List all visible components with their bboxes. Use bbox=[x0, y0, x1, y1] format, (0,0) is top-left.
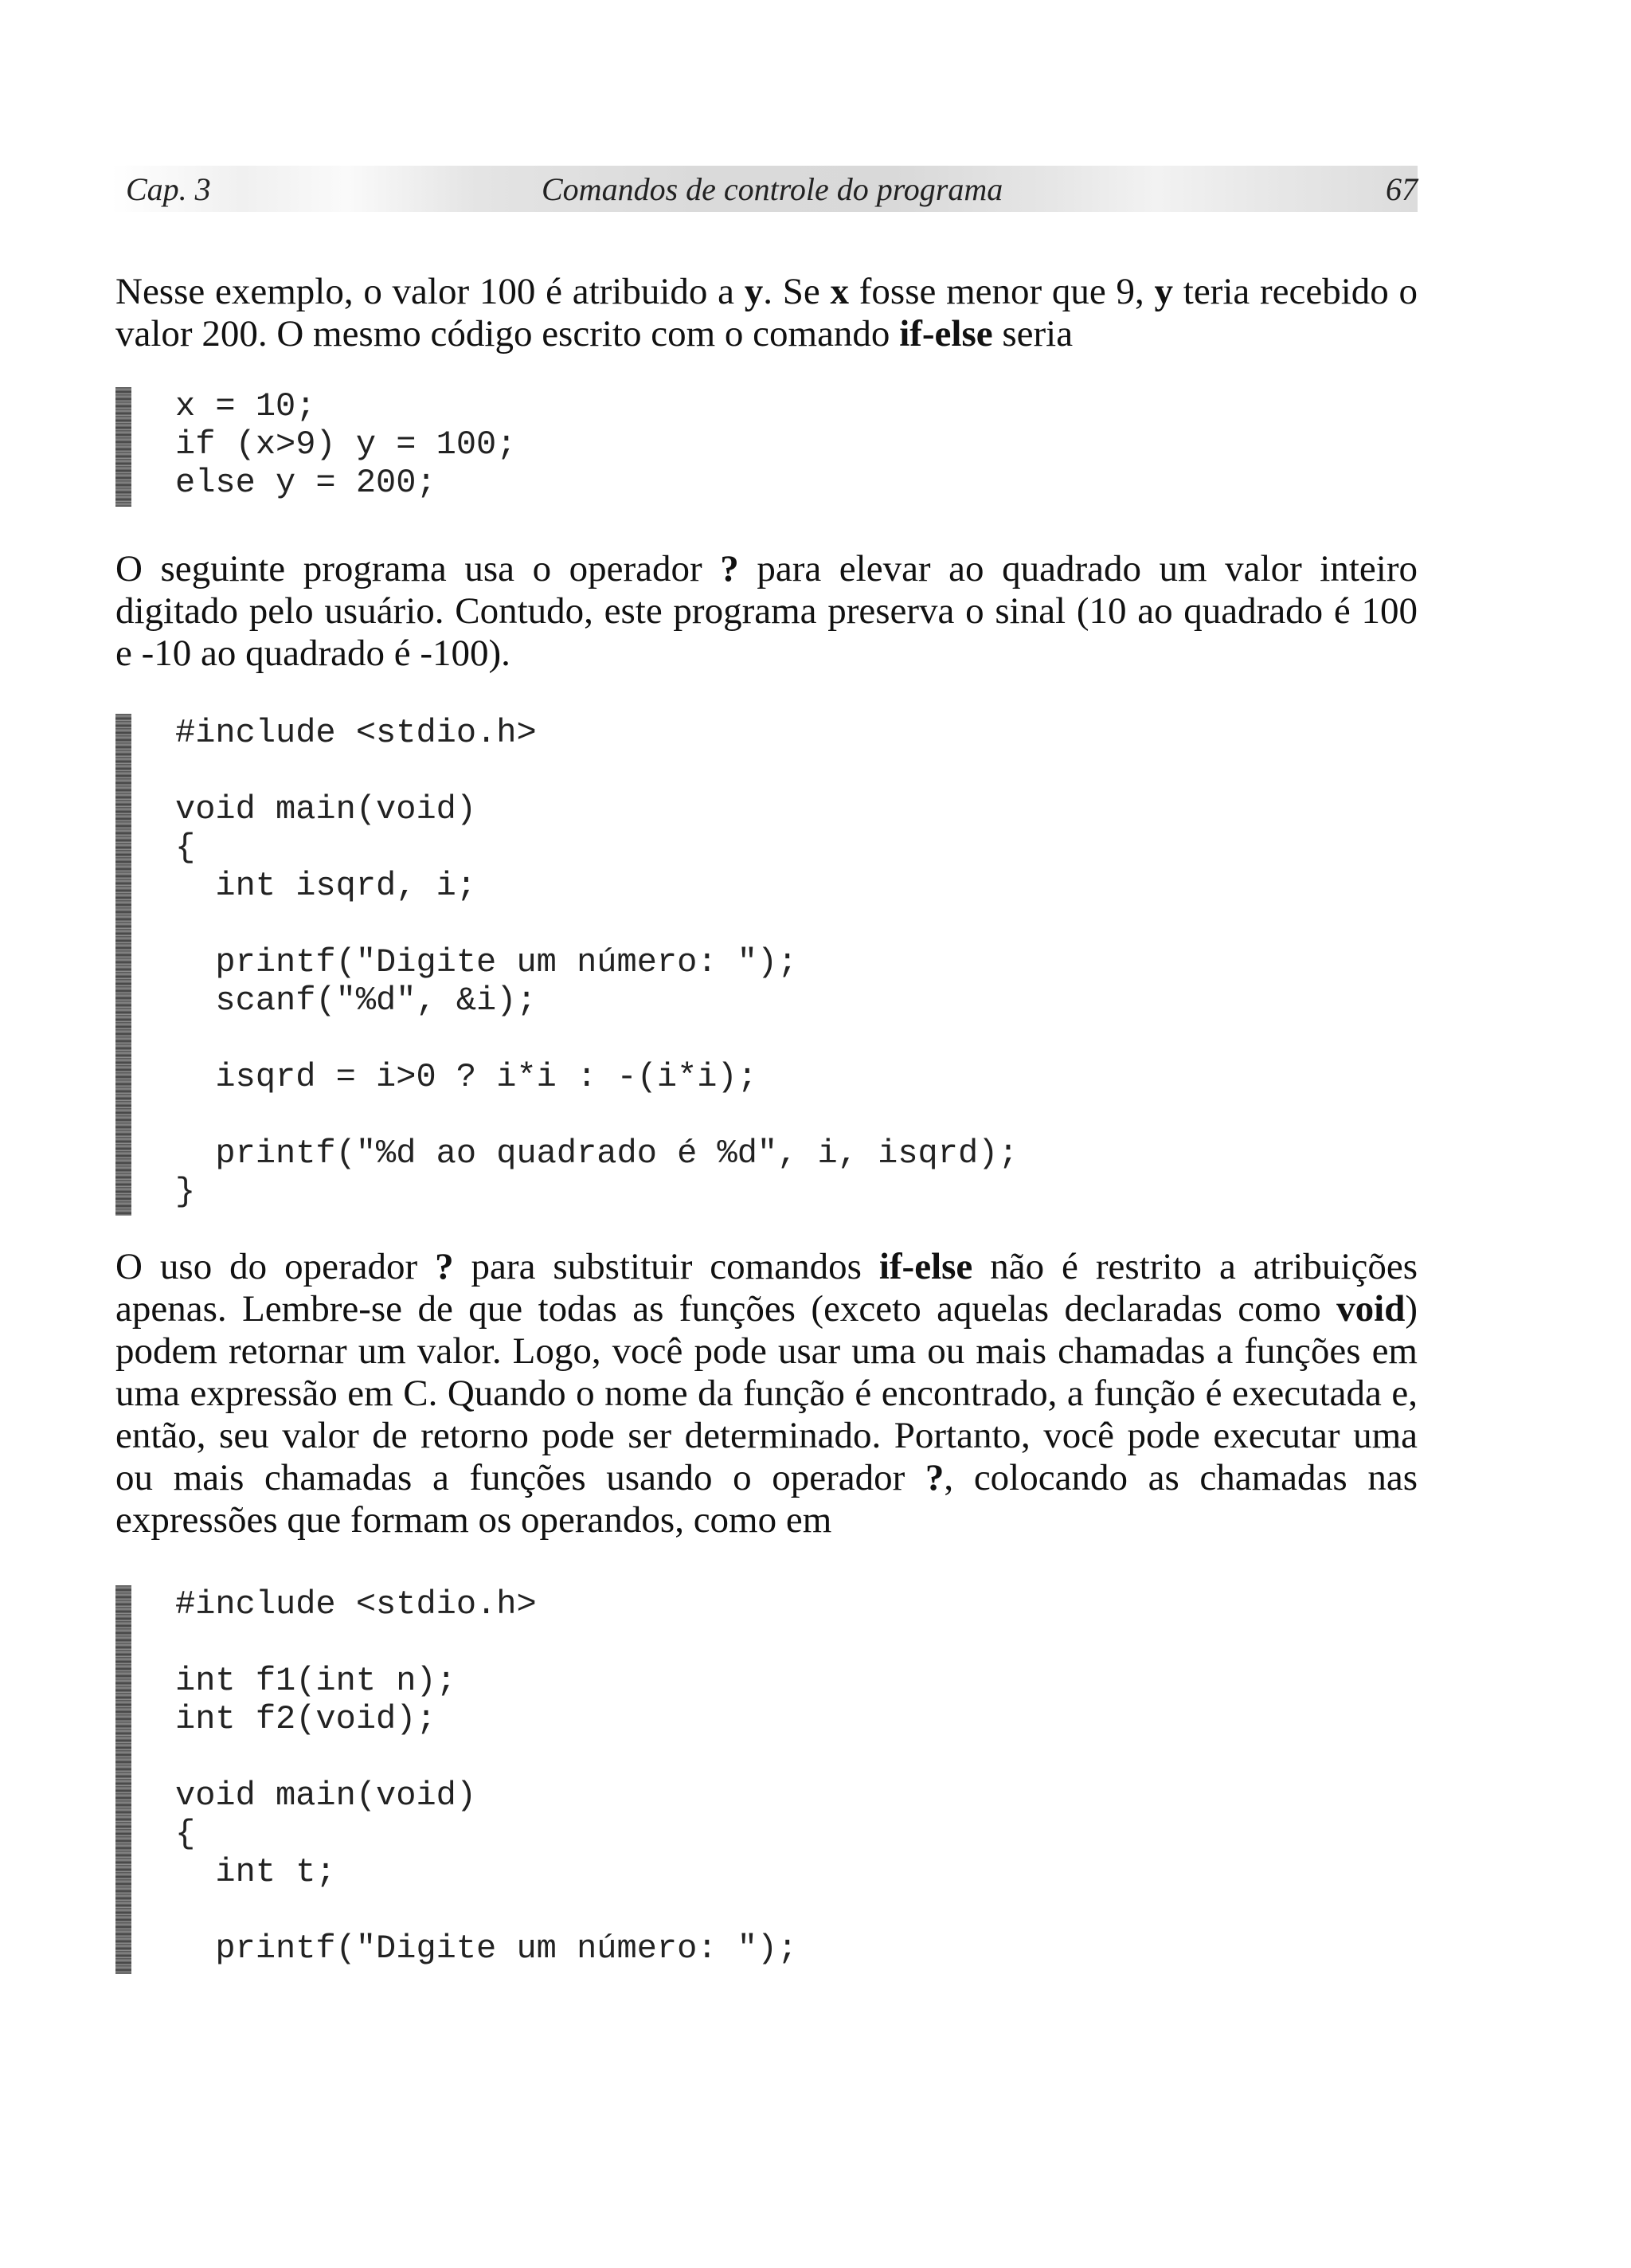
code-line: if (x>9) y = 100; bbox=[175, 425, 517, 464]
paragraph-2 bbox=[115, 548, 1418, 675]
text-run: , colocando as chamadas nas expressões que formam os operandos, como em bbox=[115, 1457, 1418, 1541]
code-line: int f2(void); bbox=[175, 1700, 436, 1738]
bold-term: void bbox=[1336, 1288, 1406, 1330]
code-line bbox=[175, 1624, 797, 1662]
code-line: x = 10; bbox=[175, 387, 316, 425]
chapter-title: Comandos de controle do programa bbox=[542, 171, 1003, 207]
code-line bbox=[175, 1020, 1019, 1058]
code-line bbox=[175, 1738, 797, 1776]
code-line: #include <stdio.h> bbox=[175, 1585, 537, 1624]
text-run: ) podem retornar um valor. Logo, você pode usar uma ou mais chamadas a funções em uma expressão em C. Quando o nome da função é encontrado, a função é executada e, então, seu valor de retorno pode ser determinado. Portanto, você pode executar uma ou mais chamadas a funções usando o operador bbox=[115, 1288, 1418, 1498]
code-line: printf("Digite um número: "); bbox=[175, 1929, 798, 1968]
code-line: else y = 200; bbox=[175, 464, 436, 502]
text-run: não é restrito a atribuições apenas. Lembre-se de que todas as funções (exceto aquelas declaradas como bbox=[115, 1246, 1418, 1330]
code-block-marker bbox=[115, 714, 131, 1216]
code-line: void main(void) bbox=[175, 1776, 477, 1815]
code-line: { bbox=[175, 828, 196, 867]
code-block-marker bbox=[115, 1585, 131, 1974]
code-line: #include <stdio.h> bbox=[175, 714, 537, 752]
bold-term: y bbox=[1154, 271, 1174, 312]
code-block-marker bbox=[115, 387, 131, 507]
text-run: O seguinte programa usa o operador bbox=[115, 548, 721, 590]
code-listing bbox=[175, 387, 516, 502]
text-run: para elevar ao quadrado um valor inteiro digitado pelo usuário. Contudo, este programa preserva o sinal (10 ao quadrado é 100 e -10 ao quadrado é -100). bbox=[115, 548, 1418, 674]
bold-term: y bbox=[744, 271, 764, 312]
code-line bbox=[175, 1096, 1019, 1134]
page-number: 67 bbox=[1386, 171, 1418, 207]
text-run: fosse menor que 9, bbox=[849, 271, 1155, 312]
text-run: O uso do operador bbox=[115, 1246, 436, 1287]
code-line: } bbox=[175, 1173, 196, 1211]
chapter-label: Cap. 3 bbox=[126, 171, 211, 207]
paragraph-3 bbox=[115, 1246, 1418, 1541]
code-listing bbox=[175, 1585, 797, 1968]
bold-term: ? bbox=[720, 548, 739, 590]
text-run: . Se bbox=[763, 271, 831, 312]
bold-term: ? bbox=[925, 1457, 945, 1498]
code-line bbox=[175, 1891, 797, 1929]
bold-term: if-else bbox=[878, 1246, 973, 1287]
code-block-1 bbox=[115, 387, 593, 507]
code-line bbox=[175, 905, 1019, 943]
text-run: teria recebido o valor 200. O mesmo código escrito com o comando bbox=[115, 271, 1418, 354]
code-block-3 bbox=[115, 1585, 832, 1974]
code-listing bbox=[175, 714, 1019, 1211]
bold-term: if-else bbox=[899, 313, 993, 354]
text-run: para substituir comandos bbox=[453, 1246, 879, 1287]
code-line: int f1(int n); bbox=[175, 1662, 456, 1700]
code-line: int isqrd, i; bbox=[175, 867, 477, 905]
bold-term: ? bbox=[435, 1246, 454, 1287]
code-line: void main(void) bbox=[175, 790, 477, 828]
text-run: Nesse exemplo, o valor 100 é atribuido a bbox=[115, 271, 745, 312]
code-line: printf("Digite um número: "); bbox=[175, 943, 798, 981]
paragraph-1 bbox=[115, 271, 1418, 355]
code-line bbox=[175, 752, 1019, 790]
code-line: printf("%d ao quadrado é %d", i, isqrd); bbox=[175, 1134, 1019, 1173]
code-line: isqrd = i>0 ? i*i : -(i*i); bbox=[175, 1058, 757, 1096]
code-line: int t; bbox=[175, 1853, 336, 1891]
code-block-2 bbox=[115, 714, 1151, 1216]
bold-term: x bbox=[830, 271, 850, 312]
code-line: scanf("%d", &i); bbox=[175, 981, 537, 1020]
text-run: seria bbox=[992, 313, 1074, 354]
running-header bbox=[111, 166, 1418, 212]
code-line: { bbox=[175, 1815, 196, 1853]
